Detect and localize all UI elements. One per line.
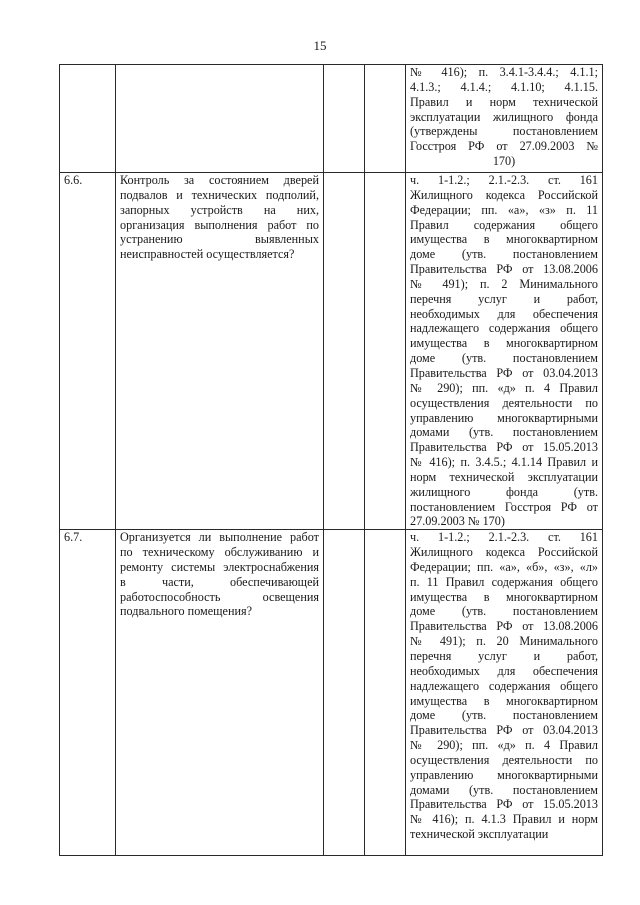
reference-line: № 416); п. 4.1.3 Правил и норм (410, 812, 598, 827)
reference-line: Правительства РФ от 03.04.2013 (410, 365, 598, 380)
reference-line: надлежащего содержания общего (410, 321, 598, 336)
reference-line: Правил и норм технической (410, 94, 598, 109)
reference-line: домами (утв. постановлением (410, 425, 598, 440)
reference-line: необходимых для обеспечения (410, 306, 598, 321)
reference-line: перечня услуг и работ, (410, 649, 598, 663)
item-number-cell: 6.7. (60, 530, 116, 856)
question-line: неисправностей осуществляется? (120, 247, 295, 262)
question-line: ремонту системы электроснабжения (120, 559, 319, 574)
reference-line: Федерации; пп. «а», «з» п. 11 (410, 202, 598, 217)
reference-line: № 416); п. 3.4.5.; 4.1.14 Правил и (410, 455, 598, 470)
reference-line: доме (утв. постановлением (410, 351, 598, 366)
reference-line: управлению многоквартирными (410, 767, 598, 782)
answer-yes-cell (324, 173, 365, 530)
reference-line: доме (утв. постановлением (410, 247, 598, 262)
question-line: по техническому обслуживанию и (120, 545, 319, 560)
reference-line: перечня услуг и работ, (410, 291, 598, 306)
question-line: подвалов и технических подполий, (120, 187, 319, 202)
reference-line: № 290); пп. «д» п. 4 Правил (410, 738, 598, 753)
question-cell (116, 530, 324, 856)
answer-no-cell (365, 530, 406, 856)
reference-line: имущества в многоквартирном (410, 232, 598, 247)
reference-line: (утверждены постановлением (410, 124, 598, 139)
reference-line: п. 11 Правил содержания общего (410, 574, 598, 589)
reference-line: Правительства РФ от 13.08.2006 (410, 262, 598, 277)
reference-line: доме (утв. постановлением (410, 604, 598, 619)
checklist-table (59, 64, 603, 856)
reference-line: 170) (492, 154, 516, 169)
reference-line: доме (утв. постановлением (410, 708, 598, 723)
reference-line: эксплуатации жилищного фонда (410, 109, 598, 124)
reference-line: Правительства РФ от 15.05.2013 (410, 797, 598, 812)
reference-line: № 416); п. 3.4.1-3.4.4.; 4.1.1; (410, 65, 598, 79)
question-line: Организуется ли выполнение работ (120, 530, 319, 545)
question-line: в части, обеспечивающей (120, 574, 319, 589)
reference-line: надлежащего содержания общего (410, 678, 598, 693)
reference-line: осуществления деятельности по (410, 395, 598, 410)
reference-line: ч. 1-1.2.; 2.1.-2.3. ст. 161 (410, 530, 598, 545)
legal-reference-cell (406, 173, 603, 530)
reference-line: Правил содержания общего (410, 217, 598, 232)
reference-line: технической эксплуатации (410, 827, 549, 842)
reference-line: Жилищного кодекса Российской (410, 545, 598, 560)
answer-no-cell (365, 173, 406, 530)
reference-line: имущества в многоквартирном (410, 589, 598, 604)
reference-line: управлению многоквартирными (410, 410, 598, 425)
question-line: устранению выявленных (120, 232, 319, 247)
question-line: подвального помещения? (120, 604, 253, 619)
reference-line: № 290); пп. «д» п. 4 Правил (410, 380, 598, 395)
reference-line: Федерации; пп. «а», «б», «з», «л» (410, 559, 598, 574)
reference-line: постановлением Госстроя РФ от (410, 499, 598, 514)
question-cell (116, 65, 324, 173)
question-cell (116, 173, 324, 530)
reference-line: Правительства РФ от 03.04.2013 (410, 723, 598, 738)
table-row (60, 173, 603, 530)
reference-line: Правительства РФ от 15.05.2013 (410, 440, 598, 455)
answer-yes-cell (324, 530, 365, 856)
reference-line: № 491); п. 20 Минимального (410, 634, 598, 649)
item-number-cell: 6.6. (60, 173, 116, 530)
reference-line: ч. 1-1.2.; 2.1.-2.3. ст. 161 (410, 173, 598, 187)
legal-reference-cell (406, 65, 603, 173)
reference-line: осуществления деятельности по (410, 752, 598, 767)
question-line: запорных устройств на них, (120, 202, 319, 217)
answer-no-cell (365, 65, 406, 173)
question-line: работоспособность освещения (120, 589, 319, 604)
table-row (60, 65, 603, 173)
reference-line: имущества в многоквартирном (410, 336, 598, 351)
legal-reference-cell (406, 530, 603, 856)
question-line: Контроль за состоянием дверей (120, 173, 319, 187)
reference-line: 27.09.2003 № 170) (410, 514, 505, 529)
reference-line: № 491); п. 2 Минимального (410, 276, 598, 291)
item-number-cell (60, 65, 116, 173)
reference-line: Госстроя РФ от 27.09.2003 № (410, 139, 598, 154)
reference-line: Правительства РФ от 13.08.2006 (410, 619, 598, 634)
reference-line: Жилищного кодекса Российской (410, 187, 598, 202)
reference-line: норм технической эксплуатации (410, 469, 598, 484)
reference-line: жилищного фонда (утв. (410, 484, 598, 499)
reference-line: домами (утв. постановлением (410, 782, 598, 797)
reference-line: 4.1.3.; 4.1.4.; 4.1.10; 4.1.15. (410, 79, 598, 94)
reference-line: имущества в многоквартирном (410, 693, 598, 708)
reference-line: необходимых для обеспечения (410, 663, 598, 678)
question-line: организация выполнения работ по (120, 217, 319, 232)
page-number: 15 (313, 38, 327, 53)
answer-yes-cell (324, 65, 365, 173)
table-row (60, 530, 603, 856)
